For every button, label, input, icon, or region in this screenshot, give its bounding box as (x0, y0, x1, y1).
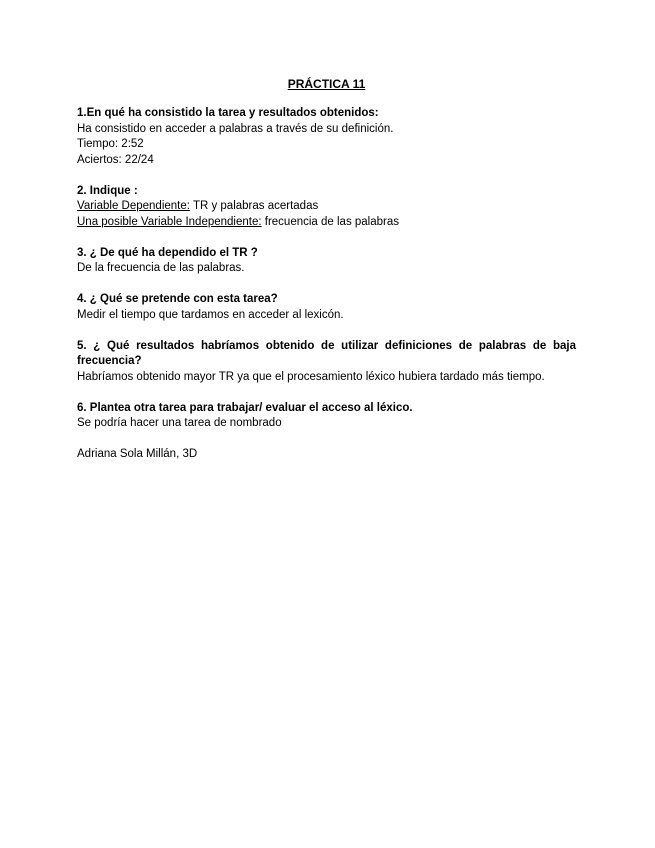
question-6: 6. Plantea otra tarea para trabajar/ evaluar el acceso al léxico. (77, 401, 413, 414)
answer-5: Habríamos obtenido mayor TR ya que el procesamiento léxico hubiera tardado más tiempo. (77, 370, 545, 383)
section-6 (77, 401, 576, 432)
answer-1-line-3: Aciertos: 22/24 (77, 153, 154, 166)
question-4: 4. ¿ Qué se pretende con esta tarea? (77, 293, 278, 305)
independent-variable-line (77, 215, 576, 231)
answer-1-line-1: Ha consistido en acceder a palabras a través de su definición. (77, 122, 394, 135)
question-1: 1.En qué ha consistido la tarea y resultados obtenidos: (77, 107, 379, 119)
question-5: 5. ¿ Qué resultados habríamos obtenido de utilizar definiciones de palabras de baja frecuencia? (77, 339, 576, 367)
question-3: 3. ¿ De qué ha dependido el TR ? (77, 246, 258, 259)
answer-4: Medir el tiempo que tardamos en acceder al lexicón. (77, 308, 344, 321)
section-3 (77, 246, 576, 277)
document-page (77, 76, 576, 463)
answer-6: Se podría hacer una tarea de nombrado (77, 417, 282, 429)
independent-variable-label: Una posible Variable Independiente: (77, 215, 262, 228)
document-title: PRÁCTICA 11 (287, 77, 366, 91)
dependent-variable-line (77, 199, 576, 215)
answer-1-line-2: Tiempo: 2:52 (77, 138, 144, 150)
section-1 (77, 106, 576, 168)
section-5 (77, 339, 576, 386)
signature: Adriana Sola Millán, 3D (77, 448, 198, 460)
section-2 (77, 184, 576, 231)
dependent-variable-value: TR y palabras acertadas (189, 200, 319, 212)
answer-3: De la frecuencia de las palabras. (77, 262, 245, 274)
independent-variable-value: frecuencia de las palabras (261, 215, 400, 228)
dependent-variable-label: Variable Dependiente: (77, 200, 190, 212)
question-2: 2. Indique : (77, 184, 138, 197)
section-4 (77, 292, 576, 323)
